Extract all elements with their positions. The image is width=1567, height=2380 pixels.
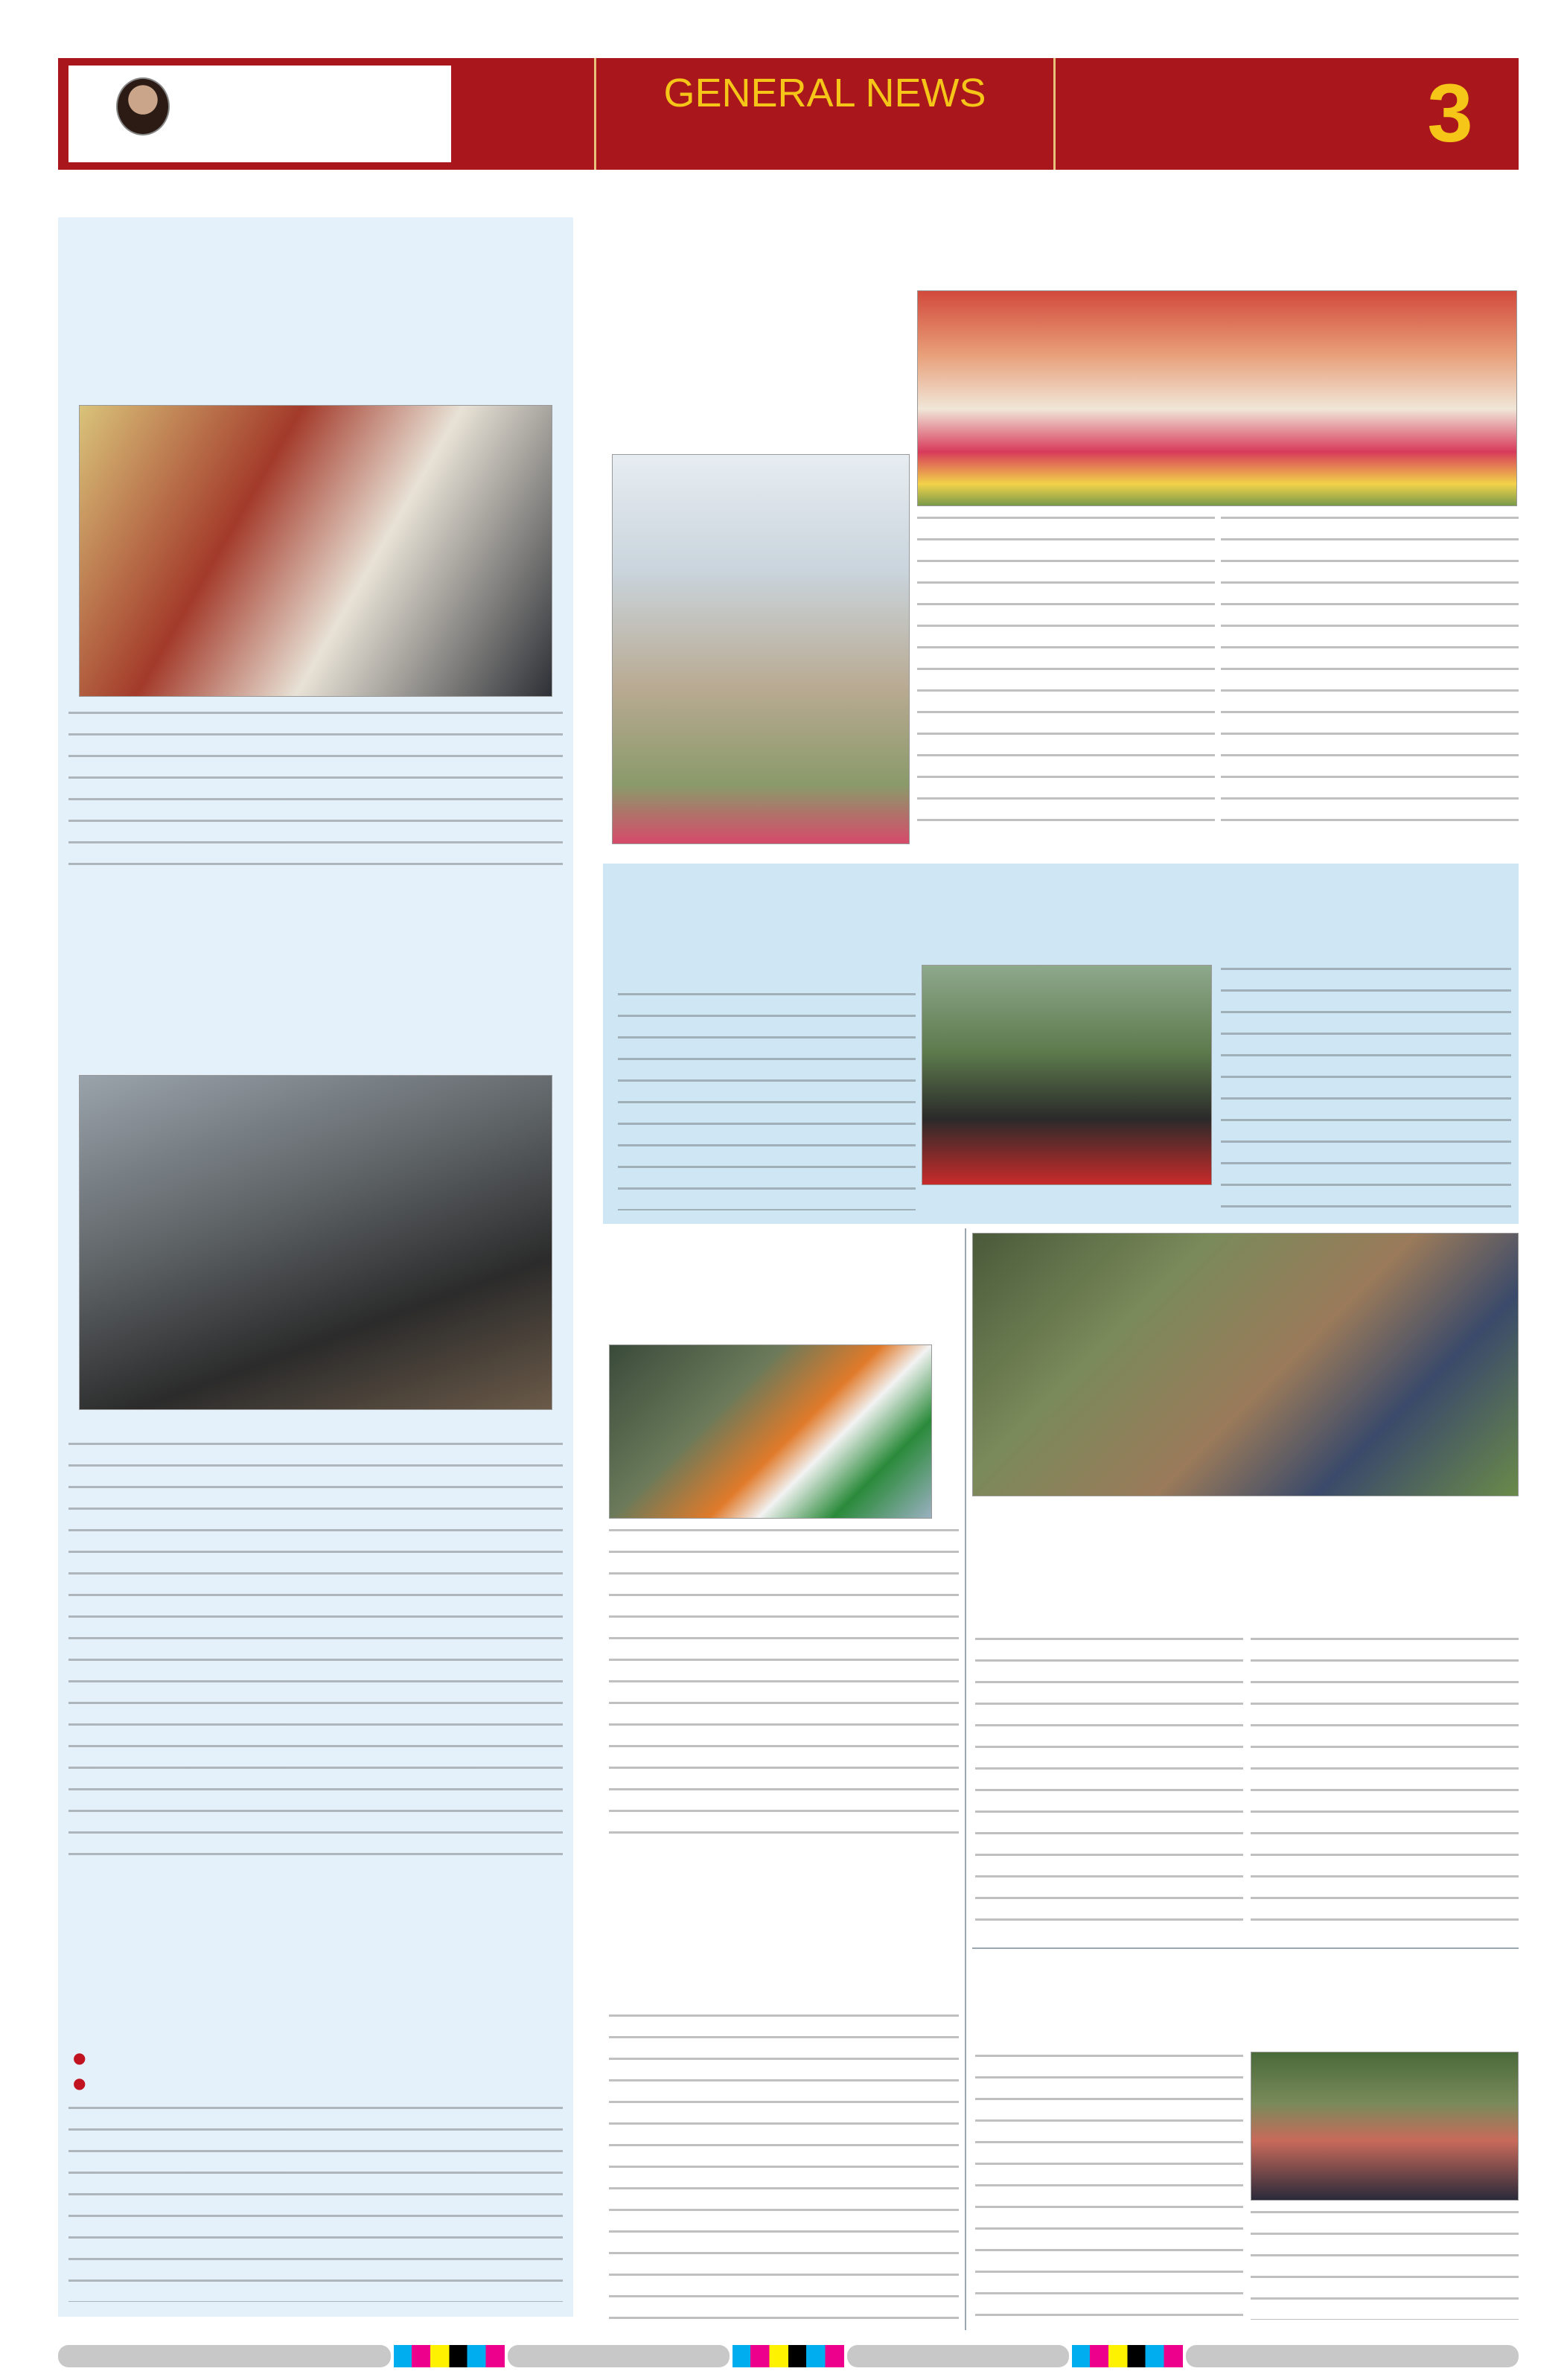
deck-line [603,295,916,325]
story-second-bus-bullet-2 [73,2074,564,2096]
tirumala-story-title [972,1955,1519,2022]
army-story-title-line2 [610,1289,960,1343]
logo-portrait-icon [116,77,170,135]
deck-line [603,354,916,384]
masthead [58,58,1519,170]
odisha-story-title [975,1504,1519,1578]
hunger-story-title-line1 [610,1858,960,1910]
odisha-story-text-block-right [1251,1638,1519,1937]
color-bar [1186,2345,1519,2367]
color-bar [733,2345,843,2367]
bengal-story-text-block-right [1221,968,1511,1210]
section-label-english: GENERAL NEWS [663,71,986,115]
lead-story-deck [603,295,916,444]
story-bus-title-line2 [68,954,563,1059]
odisha-story-subtitle-1 [1027,1581,1474,1604]
column-separator [965,1228,966,2330]
photo-odisha-encounter [972,1233,1519,1496]
color-bar [508,2345,730,2367]
lead-story-title [588,200,1519,281]
story-modi-title-line1 [68,225,563,296]
left-column [58,217,573,2317]
print-color-bars [58,2345,1519,2367]
hunger-story-subtitle [625,1985,953,2007]
story-bus-text-block [68,1443,563,1872]
section-divider [972,1947,1519,1949]
odisha-story-subtitle-2 [1027,1607,1474,1629]
bullet-icon: ● [73,2074,86,2092]
color-bar [847,2345,1069,2367]
issue-date [1085,116,1383,158]
story-second-bus-title-line1 [68,1882,563,1959]
color-bar [394,2345,505,2367]
page-number: 3 [1427,68,1473,159]
army-story-title-line1 [610,1236,960,1289]
bengal-story-text-block-left [618,993,916,1210]
hunger-story-text-block [609,2014,959,2321]
deck-line [603,414,916,444]
story-second-bus-text-block [68,2107,563,2302]
bengal-story-title [610,870,1511,959]
photo-bus-accident [79,1075,552,1410]
color-bar [58,2345,391,2367]
story-modi-title-line2 [68,296,563,368]
story-bus-kicker [68,1419,366,1438]
tirumala-story-text-block-right [1251,2211,1519,2320]
hunger-story-title-line2 [610,1910,960,1977]
logo [68,66,451,162]
photo-statue [612,454,910,844]
lead-story-text-block-right [1221,517,1519,838]
tirumala-story-text-block-left [975,2055,1243,2320]
deck-line [603,384,916,414]
story-second-bus-bullet-1 [73,2049,564,2071]
lead-story-text-block-left [917,517,1215,838]
logo-title [182,71,435,140]
odisha-story-text-block-left [975,1638,1243,1937]
tirumala-story-subtitle [1057,2023,1444,2046]
logo-subtitle [80,141,442,159]
photo-tirumala-crowd [1251,2052,1519,2201]
photo-army-social-media [609,1344,932,1519]
bullet-icon: ● [73,2049,86,2067]
army-story-text-block [609,1529,959,1843]
photo-modi-church [79,405,552,697]
bengal-story-subtitle [625,960,923,983]
issue-day [1100,68,1368,110]
story-bus-title-line1 [68,850,563,954]
story-second-bus-title-line2 [68,1959,563,2037]
photo-lead-event [917,290,1517,506]
section-label-telugu [596,121,1053,159]
color-bar [1072,2345,1183,2367]
section-label [594,58,1056,170]
photo-bengal-victim [922,965,1212,1185]
deck-line [603,325,916,354]
